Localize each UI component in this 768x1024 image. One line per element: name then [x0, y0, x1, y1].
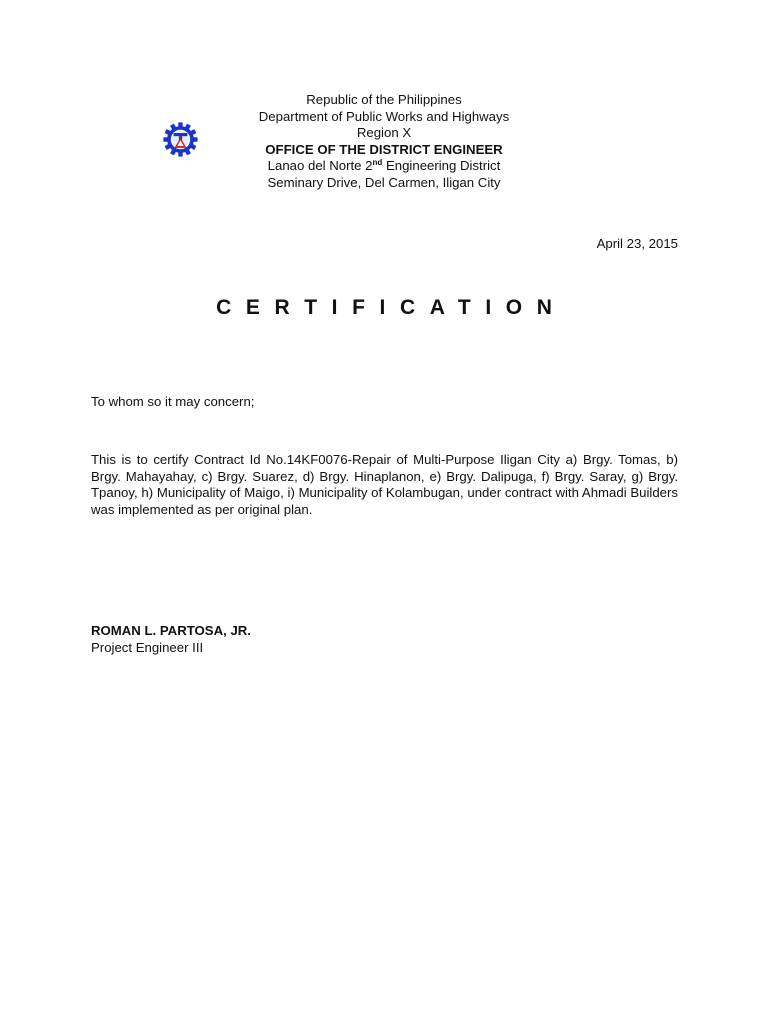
document-title: CERTIFICATION: [216, 296, 567, 319]
signatory-title: Project Engineer III: [91, 640, 204, 655]
salutation: To whom so it may concern;: [91, 394, 255, 409]
district-name-suffix: Engineering District: [382, 158, 501, 174]
region-name: Region X: [356, 125, 412, 141]
certification-body: This is to certify Contract Id No.14KF0076-Repair of Multi-Purpose Iligan City a) Brgy. Tomas, b) Brgy. Mahayahay, c) Brgy. Suarez, d) Brgy. Hinaplanon, e) Brgy. Dalipuga, f) Brgy. Saray, g) Brgy. Tpanoy, h) Municipality of Maigo, i) Municipality of Kolambugan, under contract with Ahmadi Builders was implemented as per original plan.: [91, 452, 678, 517]
office-address: Seminary Drive, Del Carmen, Iligan City: [267, 174, 501, 190]
district-ordinal-suffix: nd: [372, 158, 383, 168]
country-name: Republic of the Philippines: [306, 92, 462, 107]
office-name: OFFICE OF THE DISTRICT ENGINEER: [265, 141, 503, 157]
letterhead: [184, 92, 584, 192]
district-name: [184, 158, 584, 175]
signatory-name: ROMAN L. PARTOSA, JR.: [91, 623, 251, 638]
department-name: Department of Public Works and Highways: [258, 108, 510, 124]
document-date: April 23, 2015: [596, 236, 678, 251]
district-name-prefix: Lanao del Norte 2: [267, 158, 373, 174]
